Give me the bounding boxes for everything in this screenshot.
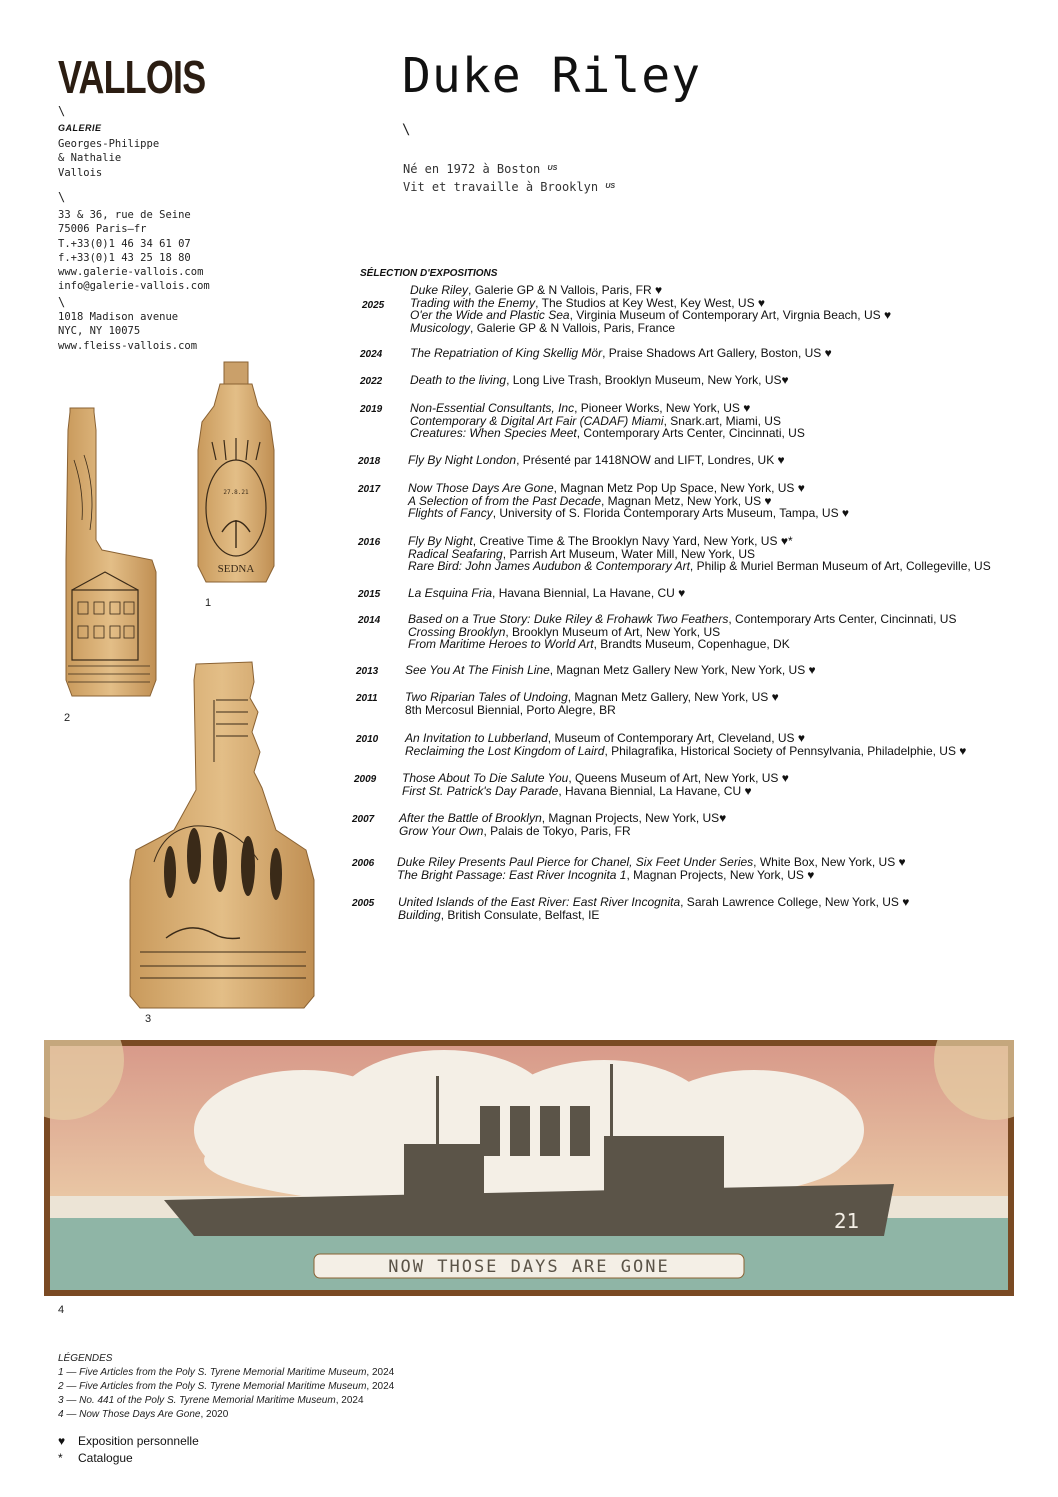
exhibition-year: 2006 bbox=[352, 858, 375, 869]
caption-4: 4 bbox=[58, 1304, 65, 1316]
slash-divider: \ bbox=[58, 295, 66, 309]
exhibition-venue: , Palais de Tokyo, Paris, FR bbox=[483, 823, 631, 838]
legend-item bbox=[58, 1394, 394, 1408]
exhibition-title: Trading with the Enemy bbox=[410, 295, 536, 310]
heart-icon: ♥ bbox=[58, 1434, 66, 1448]
legend-item bbox=[58, 1380, 394, 1394]
legend-number: 3 bbox=[58, 1395, 64, 1406]
legend-separator: — bbox=[63, 1409, 80, 1420]
exhibition-year: 2009 bbox=[354, 774, 377, 785]
exhibition-year: 2007 bbox=[352, 814, 375, 825]
exhibition-title: Creatures: When Species Meet bbox=[410, 426, 577, 441]
exhibition-year: 2025 bbox=[362, 300, 385, 311]
exhibition-venue: , Brandts Museum, Copenhague, DK bbox=[593, 637, 790, 652]
slash-divider: \ bbox=[58, 104, 66, 118]
bottle-1-label: SEDNA bbox=[217, 563, 255, 575]
exhibition-year: 2015 bbox=[358, 589, 381, 600]
exhibition-year: 2022 bbox=[360, 376, 383, 387]
lives-country: US bbox=[605, 183, 616, 190]
exhibition-title: Radical Seafaring bbox=[408, 546, 503, 561]
exhibition-venue: , Brooklyn Museum of Art, New York, US bbox=[505, 624, 721, 639]
legend-title: Five Articles from the Poly S. Tyrene Memorial Maritime Museum bbox=[79, 1381, 367, 1392]
address-line: 75006 Paris—fr bbox=[58, 223, 147, 236]
exhibition-year: 2013 bbox=[356, 666, 379, 677]
exhibition-entry bbox=[405, 745, 966, 758]
mosaic-ship-number: 21 bbox=[834, 1209, 860, 1233]
exhibition-venue: 8th Mercosul Biennial, Porto Alegre, BR bbox=[405, 702, 616, 717]
legends-title: LÉGENDES bbox=[58, 1353, 113, 1364]
exhibition-year: 2018 bbox=[358, 456, 381, 467]
exhibition-entry bbox=[408, 507, 849, 520]
bottle-1-date: 27.8.21 bbox=[223, 489, 249, 496]
exhibition-venue: , Magnan Metz, New York, US ♥ bbox=[601, 493, 772, 508]
caption-1: 1 bbox=[205, 597, 212, 609]
exhibition-title: See You At The Finish Line bbox=[405, 663, 550, 677]
exhibition-venue: , Galerie GP & N Vallois, Paris, France bbox=[470, 320, 675, 335]
exhibition-title: Crossing Brooklyn bbox=[408, 624, 506, 639]
legend-number: 2 bbox=[58, 1381, 64, 1392]
lives-line bbox=[403, 178, 615, 196]
exhibition-title: Non-Essential Consultants, Inc bbox=[410, 401, 575, 415]
exhibition-venue: , Magnan Metz Pop Up Space, New York, US ♥ bbox=[553, 481, 805, 495]
exhibition-venue: , Havana Biennial, La Havane, CU ♥ bbox=[558, 783, 752, 798]
legend-items bbox=[58, 1366, 394, 1422]
exhibition-venue: , Présenté par 1418NOW and LIFT, Londres, UK ♥ bbox=[516, 453, 785, 467]
legend-item bbox=[58, 1408, 394, 1422]
exhibition-entry bbox=[410, 322, 675, 335]
exhibition-entry bbox=[402, 785, 752, 798]
exhibition-title: Death to the living bbox=[410, 373, 507, 387]
exhibition-venue: , British Consulate, Belfast, IE bbox=[440, 907, 600, 922]
exhibition-title: Based on a True Story: Duke Riley & Frohawk Two Feathers bbox=[408, 612, 729, 626]
legend-title: No. 441 of the Poly S. Tyrene Memorial Maritime Museum bbox=[79, 1395, 336, 1406]
exhibition-entry bbox=[405, 704, 616, 717]
exhibition-title: Now Those Days Are Gone bbox=[408, 481, 554, 495]
bottle-1 bbox=[198, 362, 274, 582]
exhibition-year: 2011 bbox=[356, 693, 378, 704]
exhibition-venue: , Contemporary Arts Center, Cincinnati, US bbox=[576, 426, 805, 441]
bottle-2 bbox=[66, 408, 156, 696]
bottles-artwork bbox=[44, 360, 340, 1040]
exhibition-venue: , University of S. Florida Contemporary Arts Museum, Tampa, US ♥ bbox=[492, 506, 850, 521]
exhibition-venue: , Philagrafika, Historical Society of Pennsylvania, Philadelphie, US ♥ bbox=[604, 743, 967, 758]
address-line: 33 & 36, rue de Seine bbox=[58, 209, 191, 221]
legend-year: , 2024 bbox=[366, 1367, 395, 1378]
caption-2: 2 bbox=[64, 712, 71, 724]
exhibition-title: Grow Your Own bbox=[399, 823, 484, 838]
heart-label: Exposition personnelle bbox=[78, 1434, 199, 1448]
exhibition-venue: , Magnan Metz Gallery, New York, US ♥ bbox=[567, 690, 779, 704]
exhibition-entry bbox=[410, 427, 805, 440]
legend-item bbox=[58, 1366, 394, 1380]
exhibition-venue: , Snark.art, Miami, US bbox=[663, 413, 781, 428]
exhibition-title: Musicology bbox=[410, 320, 471, 335]
legend-separator: — bbox=[63, 1367, 80, 1378]
legend-separator: — bbox=[63, 1381, 80, 1392]
gallery-owners bbox=[58, 137, 159, 180]
exhibition-title: La Esquina Fria bbox=[408, 586, 493, 600]
exhibition-title: Contemporary & Digital Art Fair (CADAF) Miami bbox=[410, 413, 664, 428]
exhibitions-title: SÉLECTION D'EXPOSITIONS bbox=[360, 268, 498, 279]
exhibition-year: 2017 bbox=[358, 484, 381, 495]
exhibition-venue: , Praise Shadows Art Gallery, Boston, US ♥ bbox=[602, 346, 832, 360]
phone-line: T.+33(0)1 46 34 61 07 bbox=[58, 237, 191, 250]
star-label: Catalogue bbox=[78, 1451, 133, 1465]
exhibition-title: Fly By Night London bbox=[408, 453, 517, 467]
exhibition-entry bbox=[398, 909, 599, 922]
exhibition-title: Flights of Fancy bbox=[408, 506, 493, 521]
slash-divider: \ bbox=[58, 190, 66, 204]
mosaic-banner-text: NOW THOSE DAYS ARE GONE bbox=[388, 1257, 670, 1277]
exhibition-year: 2016 bbox=[358, 537, 381, 548]
gallery-logo: VALLOIS bbox=[58, 51, 206, 103]
exhibition-title: After the Battle of Brooklyn bbox=[399, 811, 542, 825]
website-link[interactable]: www.galerie-vallois.com bbox=[58, 266, 204, 279]
star-icon: * bbox=[58, 1451, 63, 1465]
exhibition-venue: , Havana Biennial, La Havane, CU ♥ bbox=[492, 586, 686, 600]
born-line bbox=[403, 160, 615, 178]
exhibition-venue: , Philip & Muriel Berman Museum of Art, Collegeville, US bbox=[689, 559, 991, 574]
gallery-label: GALERIE bbox=[58, 123, 102, 133]
slash-divider: \ bbox=[402, 122, 411, 138]
born-text: Né en 1972 à Boston bbox=[403, 162, 541, 176]
exhibition-entry bbox=[397, 869, 814, 882]
exhibition-year: 2010 bbox=[356, 734, 379, 745]
exhibition-entry bbox=[410, 347, 832, 360]
exhibition-title: Duke Riley Presents Paul Pierce for Chanel, Six Feet Under Series bbox=[397, 855, 754, 869]
exhibition-year: 2005 bbox=[352, 898, 375, 909]
exhibition-title: From Maritime Heroes to World Art bbox=[408, 637, 594, 652]
exhibition-title: A Selection of from the Past Decade bbox=[408, 493, 601, 508]
exhibition-title: Two Riparian Tales of Undoing bbox=[405, 690, 568, 704]
legend-number: 4 bbox=[58, 1409, 64, 1420]
exhibition-title: Fly By Night bbox=[408, 534, 473, 548]
exhibition-title: The Repatriation of King Skellig Mör bbox=[410, 346, 603, 360]
exhibition-title: Those About To Die Salute You bbox=[402, 771, 569, 785]
key-catalogue bbox=[58, 1450, 133, 1466]
born-country: US bbox=[547, 165, 558, 172]
exhibition-venue: , Magnan Projects, New York, US♥ bbox=[541, 811, 727, 825]
exhibition-year: 2014 bbox=[358, 615, 381, 626]
exhibition-venue: , White Box, New York, US ♥ bbox=[753, 855, 906, 869]
address-line: 1018 Madison avenue bbox=[58, 311, 179, 323]
exhibition-venue: , Magnan Projects, New York, US ♥ bbox=[626, 867, 815, 882]
paris-address bbox=[58, 208, 210, 294]
legend-year: , 2024 bbox=[366, 1381, 395, 1392]
exhibition-entry bbox=[399, 825, 631, 838]
exhibition-venue: , Galerie GP & N Vallois, Paris, FR ♥ bbox=[468, 283, 663, 297]
exhibition-entry bbox=[408, 638, 790, 651]
exhibition-title: The Bright Passage: East River Incognita 1 bbox=[397, 867, 627, 882]
exhibition-venue: , Museum of Contemporary Art, Cleveland, US ♥ bbox=[547, 731, 806, 745]
exhibition-year: 2019 bbox=[360, 404, 383, 415]
exhibition-entry bbox=[405, 664, 816, 677]
owner-line: & Nathalie bbox=[58, 152, 122, 165]
exhibition-entry bbox=[408, 587, 685, 600]
ny-address bbox=[58, 310, 197, 353]
website-link[interactable]: www.fleiss-vallois.com bbox=[58, 339, 198, 352]
legend-title: Five Articles from the Poly S. Tyrene Memorial Maritime Museum bbox=[79, 1367, 367, 1378]
legend-year: , 2020 bbox=[200, 1409, 229, 1420]
exhibition-title: Building bbox=[398, 907, 441, 922]
fax-line: f.+33(0)1 43 25 18 80 bbox=[58, 251, 191, 264]
exhibition-venue: , Pioneer Works, New York, US ♥ bbox=[574, 401, 751, 415]
owner-line: Georges-Philippe bbox=[58, 138, 160, 150]
owner-line: Vallois bbox=[58, 166, 103, 179]
artist-bio bbox=[403, 160, 615, 196]
key-personal-show bbox=[58, 1433, 199, 1449]
exhibition-venue: , Magnan Metz Gallery New York, New York, US ♥ bbox=[549, 663, 816, 677]
exhibition-year: 2024 bbox=[360, 349, 383, 360]
exhibition-title: Rare Bird: John James Audubon & Contemporary Art bbox=[408, 559, 690, 574]
exhibition-entry bbox=[410, 374, 789, 387]
exhibition-entry bbox=[408, 454, 785, 467]
exhibition-venue: , Long Live Trash, Brooklyn Museum, New York, US♥ bbox=[506, 373, 789, 387]
lives-text: Vit et travaille à Brooklyn bbox=[403, 180, 599, 194]
legend-number: 1 bbox=[58, 1367, 64, 1378]
exhibition-title: First St. Patrick's Day Parade bbox=[402, 783, 559, 798]
exhibition-venue: , Contemporary Arts Center, Cincinnati, US bbox=[728, 612, 957, 626]
caption-3: 3 bbox=[145, 1013, 152, 1025]
legend-title: Now Those Days Are Gone bbox=[79, 1409, 201, 1420]
artist-name: Duke Riley bbox=[402, 48, 701, 104]
exhibition-entry bbox=[408, 560, 991, 573]
exhibition-venue: , Parrish Art Museum, Water Mill, New York, US bbox=[502, 546, 756, 561]
legend-separator: — bbox=[63, 1395, 80, 1406]
exhibition-title: United Islands of the East River: East River Incognita bbox=[398, 895, 681, 909]
mosaic-artwork bbox=[44, 1040, 1014, 1296]
bottle-3 bbox=[130, 662, 314, 1008]
exhibition-title: Reclaiming the Lost Kingdom of Laird bbox=[405, 743, 605, 758]
legend-year: , 2024 bbox=[335, 1395, 364, 1406]
exhibition-venue: , The Studios at Key West, Key West, US ♥ bbox=[535, 295, 766, 310]
exhibition-venue: , Virginia Museum of Contemporary Art, Virgnia Beach, US ♥ bbox=[569, 308, 892, 323]
email-link[interactable]: info@galerie-vallois.com bbox=[58, 280, 210, 293]
exhibition-venue: , Sarah Lawrence College, New York, US ♥ bbox=[680, 895, 910, 909]
exhibition-title: Duke Riley bbox=[410, 283, 469, 297]
address-line: NYC, NY 10075 bbox=[58, 325, 141, 338]
exhibition-title: An Invitation to Lubberland bbox=[405, 731, 548, 745]
legends bbox=[58, 1352, 394, 1422]
exhibition-title: O'er the Wide and Plastic Sea bbox=[410, 308, 570, 323]
exhibition-venue: , Queens Museum of Art, New York, US ♥ bbox=[568, 771, 789, 785]
exhibition-venue: , Creative Time & The Brooklyn Navy Yard, New York, US ♥* bbox=[472, 534, 793, 548]
